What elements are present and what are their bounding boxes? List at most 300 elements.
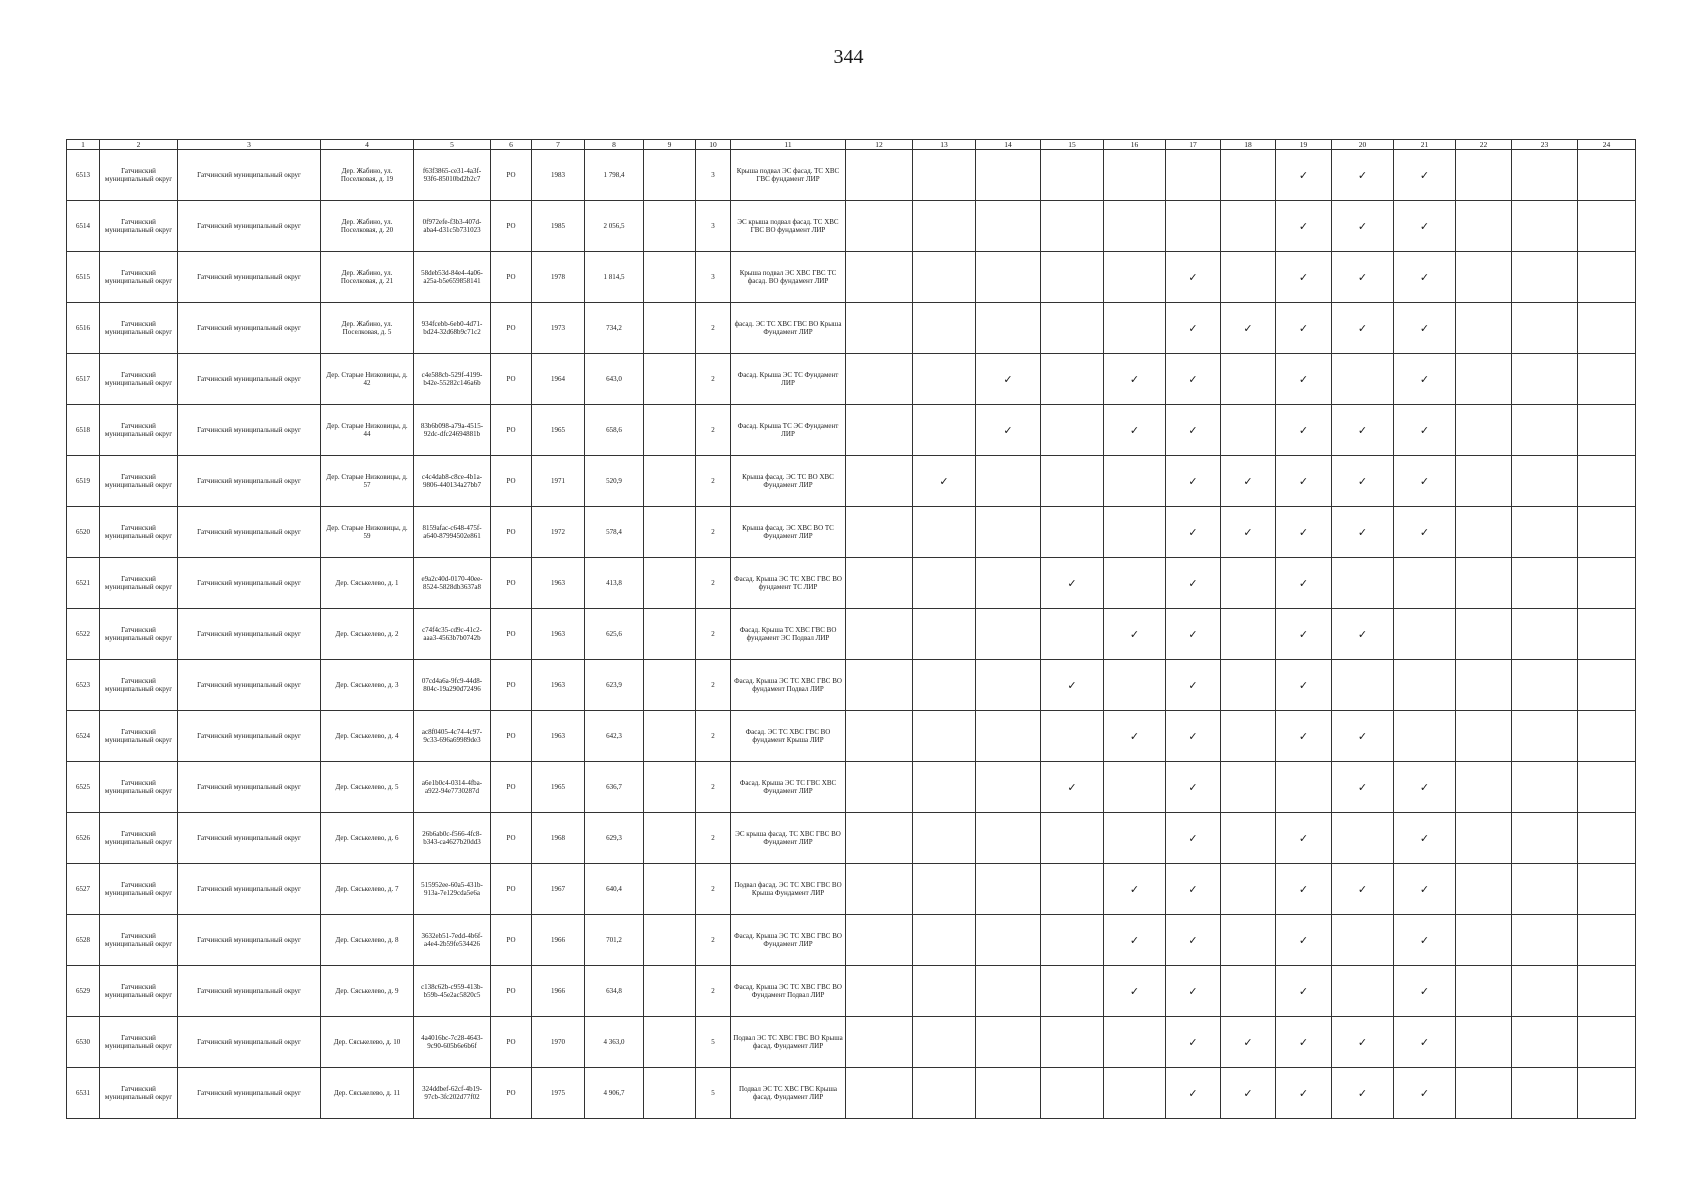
district-cell: Гатчинский муниципальный округ bbox=[100, 966, 178, 1017]
check-mark-icon: ✓ bbox=[1188, 1086, 1198, 1100]
address-cell: Дер. Сяськелево, д. 10 bbox=[321, 1017, 414, 1068]
year-cell: 1978 bbox=[532, 252, 585, 303]
guid-cell: 4a4016bc-7c28-4643-9c90-605b6e6b6f bbox=[414, 1017, 491, 1068]
guid-cell: 324ddbef-62cf-4b19-97cb-3fc202d77f02 bbox=[414, 1068, 491, 1119]
floors-cell: 2 bbox=[696, 813, 731, 864]
column-17-cell bbox=[1166, 915, 1221, 966]
column-9-cell bbox=[644, 660, 696, 711]
check-mark-icon: ✓ bbox=[1357, 423, 1368, 437]
row-number-cell: 6528 bbox=[67, 915, 100, 966]
column-20-cell bbox=[1332, 405, 1394, 456]
column-17-cell bbox=[1166, 252, 1221, 303]
column-20-cell bbox=[1332, 813, 1394, 864]
district-cell: Гатчинский муниципальный округ bbox=[100, 507, 178, 558]
works-cell: фасад. ЭС ТС ХВС ГВС ВО Крыша Фундамент ЛИР bbox=[731, 303, 846, 354]
column-14-cell bbox=[976, 711, 1041, 762]
column-header-1: 1 bbox=[67, 140, 100, 150]
check-mark-icon: ✓ bbox=[1067, 576, 1077, 590]
type-cell: РО bbox=[491, 150, 532, 201]
works-cell: Фасад. ЭС ТС ХВС ГВС ВО фундамент Крыша ЛИР bbox=[731, 711, 846, 762]
column-9-cell bbox=[644, 354, 696, 405]
column-20-cell bbox=[1332, 762, 1394, 813]
column-21-cell bbox=[1394, 303, 1456, 354]
check-mark-icon: ✓ bbox=[1298, 729, 1309, 743]
column-12-cell bbox=[846, 711, 913, 762]
column-22-cell bbox=[1456, 303, 1512, 354]
column-22-cell bbox=[1456, 201, 1512, 252]
column-20-cell bbox=[1332, 660, 1394, 711]
floors-cell: 2 bbox=[696, 762, 731, 813]
column-17-cell bbox=[1166, 762, 1221, 813]
district-cell: Гатчинский муниципальный округ bbox=[100, 660, 178, 711]
column-9-cell bbox=[644, 915, 696, 966]
column-17-cell bbox=[1166, 1068, 1221, 1119]
row-number-cell: 6519 bbox=[67, 456, 100, 507]
column-16-cell bbox=[1104, 558, 1166, 609]
type-cell: РО bbox=[491, 1017, 532, 1068]
check-mark-icon: ✓ bbox=[1419, 525, 1430, 539]
check-mark-icon: ✓ bbox=[1129, 423, 1140, 437]
address-cell: Дер. Жабино, ул. Поселковая, д. 19 bbox=[321, 150, 414, 201]
table-row bbox=[67, 405, 1636, 456]
check-mark-icon: ✓ bbox=[1298, 525, 1309, 539]
check-mark-icon: ✓ bbox=[1188, 729, 1198, 743]
row-number-cell: 6513 bbox=[67, 150, 100, 201]
column-13-cell bbox=[913, 354, 976, 405]
check-mark-icon: ✓ bbox=[939, 474, 949, 488]
check-mark-icon: ✓ bbox=[1357, 1086, 1368, 1100]
works-cell: Крыша фасад. ЭС ТС ВО ХВС Фундамент ЛИР bbox=[731, 456, 846, 507]
check-mark-icon: ✓ bbox=[1298, 474, 1309, 488]
works-cell: Подвал фасад. ЭС ТС ХВС ГВС ВО Крыша Фундамент ЛИР bbox=[731, 864, 846, 915]
address-cell: Дер. Сяськелево, д. 4 bbox=[321, 711, 414, 762]
check-mark-icon: ✓ bbox=[1188, 933, 1198, 947]
district-cell: Гатчинский муниципальный округ bbox=[100, 354, 178, 405]
area-cell: 520,9 bbox=[585, 456, 644, 507]
works-cell: Крыша подвал ЭС фасад. ТС ХВС ГВС фундамент ЛИР bbox=[731, 150, 846, 201]
column-20-cell bbox=[1332, 609, 1394, 660]
column-14-cell bbox=[976, 609, 1041, 660]
column-23-cell bbox=[1512, 252, 1578, 303]
column-9-cell bbox=[644, 762, 696, 813]
column-17-cell bbox=[1166, 558, 1221, 609]
check-mark-icon: ✓ bbox=[1243, 525, 1253, 539]
floors-cell: 2 bbox=[696, 609, 731, 660]
floors-cell: 3 bbox=[696, 252, 731, 303]
floors-cell: 2 bbox=[696, 354, 731, 405]
column-header-10: 10 bbox=[696, 140, 731, 150]
column-18-cell bbox=[1221, 762, 1276, 813]
column-14-cell bbox=[976, 762, 1041, 813]
year-cell: 1963 bbox=[532, 609, 585, 660]
column-19-cell bbox=[1276, 609, 1332, 660]
check-mark-icon: ✓ bbox=[1357, 219, 1368, 233]
check-mark-icon: ✓ bbox=[1298, 372, 1309, 386]
check-mark-icon: ✓ bbox=[1129, 933, 1140, 947]
column-9-cell bbox=[644, 252, 696, 303]
check-mark-icon: ✓ bbox=[1419, 1086, 1430, 1100]
column-16-cell bbox=[1104, 711, 1166, 762]
column-13-cell bbox=[913, 660, 976, 711]
column-17-cell bbox=[1166, 609, 1221, 660]
column-17-cell bbox=[1166, 354, 1221, 405]
check-mark-icon: ✓ bbox=[1188, 270, 1198, 284]
municipality-cell: Гатчинский муниципальный округ bbox=[178, 201, 321, 252]
area-cell: 636,7 bbox=[585, 762, 644, 813]
works-cell: Фасад. Крыша ЭС ТС ХВС ГВС ВО фундамент Подвал ЛИР bbox=[731, 660, 846, 711]
year-cell: 1965 bbox=[532, 762, 585, 813]
guid-cell: e9a2c40d-0170-40ee-8524-5828db3637a8 bbox=[414, 558, 491, 609]
column-24-cell bbox=[1578, 966, 1636, 1017]
check-mark-icon: ✓ bbox=[1419, 882, 1430, 896]
column-12-cell bbox=[846, 354, 913, 405]
floors-cell: 2 bbox=[696, 711, 731, 762]
column-15-cell bbox=[1041, 609, 1104, 660]
guid-cell: 934fcebb-6eb0-4d71-bd24-32d68b9c71c2 bbox=[414, 303, 491, 354]
column-20-cell bbox=[1332, 456, 1394, 507]
column-23-cell bbox=[1512, 762, 1578, 813]
column-23-cell bbox=[1512, 507, 1578, 558]
column-14-cell bbox=[976, 813, 1041, 864]
column-15-cell bbox=[1041, 558, 1104, 609]
address-cell: Дер. Сяськелево, д. 9 bbox=[321, 966, 414, 1017]
column-19-cell bbox=[1276, 354, 1332, 405]
column-19-cell bbox=[1276, 762, 1332, 813]
table-row bbox=[67, 609, 1636, 660]
check-mark-icon: ✓ bbox=[1243, 1086, 1253, 1100]
check-mark-icon: ✓ bbox=[1357, 525, 1368, 539]
column-19-cell bbox=[1276, 1068, 1332, 1119]
column-header-2: 2 bbox=[100, 140, 178, 150]
area-cell: 413,8 bbox=[585, 558, 644, 609]
district-cell: Гатчинский муниципальный округ bbox=[100, 609, 178, 660]
column-header-14: 14 bbox=[976, 140, 1041, 150]
column-18-cell bbox=[1221, 456, 1276, 507]
column-13-cell bbox=[913, 864, 976, 915]
table-row bbox=[67, 711, 1636, 762]
table-body bbox=[67, 150, 1636, 1119]
column-13-cell bbox=[913, 1068, 976, 1119]
column-24-cell bbox=[1578, 201, 1636, 252]
column-17-cell bbox=[1166, 813, 1221, 864]
column-15-cell bbox=[1041, 252, 1104, 303]
check-mark-icon: ✓ bbox=[1419, 168, 1430, 182]
column-19-cell bbox=[1276, 1017, 1332, 1068]
works-cell: Подвал ЭС ТС ХВС ГВС ВО Крыша фасад. Фундамент ЛИР bbox=[731, 1017, 846, 1068]
check-mark-icon: ✓ bbox=[1298, 831, 1309, 845]
column-23-cell bbox=[1512, 660, 1578, 711]
year-cell: 1965 bbox=[532, 405, 585, 456]
type-cell: РО bbox=[491, 201, 532, 252]
address-cell: Дер. Старые Низковицы, д. 59 bbox=[321, 507, 414, 558]
type-cell: РО bbox=[491, 1068, 532, 1119]
area-cell: 658,6 bbox=[585, 405, 644, 456]
column-19-cell bbox=[1276, 201, 1332, 252]
column-18-cell bbox=[1221, 558, 1276, 609]
year-cell: 1966 bbox=[532, 915, 585, 966]
column-13-cell bbox=[913, 201, 976, 252]
column-22-cell bbox=[1456, 711, 1512, 762]
column-15-cell bbox=[1041, 915, 1104, 966]
row-number-cell: 6529 bbox=[67, 966, 100, 1017]
column-header-3: 3 bbox=[178, 140, 321, 150]
column-18-cell bbox=[1221, 354, 1276, 405]
column-24-cell bbox=[1578, 150, 1636, 201]
address-cell: Дер. Сяськелево, д. 8 bbox=[321, 915, 414, 966]
column-12-cell bbox=[846, 507, 913, 558]
column-24-cell bbox=[1578, 507, 1636, 558]
address-cell: Дер. Старые Низковицы, д. 44 bbox=[321, 405, 414, 456]
column-header-12: 12 bbox=[846, 140, 913, 150]
column-20-cell bbox=[1332, 354, 1394, 405]
area-cell: 643,0 bbox=[585, 354, 644, 405]
column-22-cell bbox=[1456, 864, 1512, 915]
column-22-cell bbox=[1456, 762, 1512, 813]
guid-cell: a6e1b0c4-0314-4fba-a922-94e7730287d bbox=[414, 762, 491, 813]
district-cell: Гатчинский муниципальный округ bbox=[100, 558, 178, 609]
column-15-cell bbox=[1041, 813, 1104, 864]
column-13-cell bbox=[913, 762, 976, 813]
column-9-cell bbox=[644, 507, 696, 558]
guid-cell: 83b6b098-a79a-4515-92dc-dfc24694881b bbox=[414, 405, 491, 456]
area-cell: 634,8 bbox=[585, 966, 644, 1017]
check-mark-icon: ✓ bbox=[1419, 474, 1430, 488]
area-cell: 623,9 bbox=[585, 660, 644, 711]
column-17-cell bbox=[1166, 201, 1221, 252]
column-21-cell bbox=[1394, 456, 1456, 507]
check-mark-icon: ✓ bbox=[1419, 270, 1430, 284]
table-row bbox=[67, 252, 1636, 303]
column-16-cell bbox=[1104, 354, 1166, 405]
column-17-cell bbox=[1166, 711, 1221, 762]
row-number-cell: 6522 bbox=[67, 609, 100, 660]
works-cell: Фасад. Крыша ТС ЭС Фундамент ЛИР bbox=[731, 405, 846, 456]
column-21-cell bbox=[1394, 405, 1456, 456]
column-20-cell bbox=[1332, 711, 1394, 762]
check-mark-icon: ✓ bbox=[1243, 474, 1253, 488]
column-22-cell bbox=[1456, 252, 1512, 303]
column-24-cell bbox=[1578, 252, 1636, 303]
row-number-cell: 6518 bbox=[67, 405, 100, 456]
column-15-cell bbox=[1041, 150, 1104, 201]
row-number-cell: 6531 bbox=[67, 1068, 100, 1119]
column-21-cell bbox=[1394, 966, 1456, 1017]
column-header-5: 5 bbox=[414, 140, 491, 150]
area-cell: 640,4 bbox=[585, 864, 644, 915]
municipality-cell: Гатчинский муниципальный округ bbox=[178, 609, 321, 660]
column-18-cell bbox=[1221, 711, 1276, 762]
works-cell: Фасад. Крыша ЭС ТС ХВС ГВС ВО Фундамент Подвал ЛИР bbox=[731, 966, 846, 1017]
column-16-cell bbox=[1104, 915, 1166, 966]
column-24-cell bbox=[1578, 405, 1636, 456]
check-mark-icon: ✓ bbox=[1188, 984, 1198, 998]
column-14-cell bbox=[976, 354, 1041, 405]
municipality-cell: Гатчинский муниципальный округ bbox=[178, 1017, 321, 1068]
column-13-cell bbox=[913, 252, 976, 303]
check-mark-icon: ✓ bbox=[1298, 321, 1309, 335]
works-cell: Фасад. Крыша ЭС ТС Фундамент ЛИР bbox=[731, 354, 846, 405]
address-cell: Дер. Сяськелево, д. 1 bbox=[321, 558, 414, 609]
column-14-cell bbox=[976, 1068, 1041, 1119]
type-cell: РО bbox=[491, 252, 532, 303]
table-row bbox=[67, 762, 1636, 813]
column-14-cell bbox=[976, 150, 1041, 201]
check-mark-icon: ✓ bbox=[1188, 525, 1198, 539]
row-number-cell: 6514 bbox=[67, 201, 100, 252]
table-row bbox=[67, 507, 1636, 558]
table-row bbox=[67, 456, 1636, 507]
column-23-cell bbox=[1512, 201, 1578, 252]
row-number-cell: 6516 bbox=[67, 303, 100, 354]
works-cell: Фасад. Крыша ЭС ТС ХВС ГВС ВО фундамент ТС ЛИР bbox=[731, 558, 846, 609]
type-cell: РО bbox=[491, 762, 532, 813]
table-row bbox=[67, 1017, 1636, 1068]
column-23-cell bbox=[1512, 354, 1578, 405]
check-mark-icon: ✓ bbox=[1003, 423, 1013, 437]
municipality-cell: Гатчинский муниципальный округ bbox=[178, 252, 321, 303]
column-23-cell bbox=[1512, 813, 1578, 864]
column-14-cell bbox=[976, 456, 1041, 507]
area-cell: 1 798,4 bbox=[585, 150, 644, 201]
column-21-cell bbox=[1394, 507, 1456, 558]
check-mark-icon: ✓ bbox=[1188, 627, 1198, 641]
column-15-cell bbox=[1041, 456, 1104, 507]
column-19-cell bbox=[1276, 660, 1332, 711]
column-14-cell bbox=[976, 660, 1041, 711]
year-cell: 1963 bbox=[532, 660, 585, 711]
row-number-cell: 6525 bbox=[67, 762, 100, 813]
column-24-cell bbox=[1578, 864, 1636, 915]
area-cell: 701,2 bbox=[585, 915, 644, 966]
check-mark-icon: ✓ bbox=[1298, 933, 1309, 947]
check-mark-icon: ✓ bbox=[1357, 321, 1368, 335]
column-9-cell bbox=[644, 303, 696, 354]
column-number-header bbox=[67, 140, 1636, 150]
column-17-cell bbox=[1166, 966, 1221, 1017]
column-17-cell bbox=[1166, 864, 1221, 915]
year-cell: 1971 bbox=[532, 456, 585, 507]
address-cell: Дер. Сяськелево, д. 11 bbox=[321, 1068, 414, 1119]
column-22-cell bbox=[1456, 915, 1512, 966]
floors-cell: 2 bbox=[696, 405, 731, 456]
check-mark-icon: ✓ bbox=[1129, 882, 1140, 896]
type-cell: РО bbox=[491, 303, 532, 354]
table-row bbox=[67, 150, 1636, 201]
column-18-cell bbox=[1221, 966, 1276, 1017]
column-16-cell bbox=[1104, 456, 1166, 507]
type-cell: РО bbox=[491, 813, 532, 864]
works-cell: Фасад. Крыша ЭС ТС ГВС ХВС Фундамент ЛИР bbox=[731, 762, 846, 813]
column-17-cell bbox=[1166, 660, 1221, 711]
column-18-cell bbox=[1221, 864, 1276, 915]
year-cell: 1970 bbox=[532, 1017, 585, 1068]
column-19-cell bbox=[1276, 813, 1332, 864]
area-cell: 2 056,5 bbox=[585, 201, 644, 252]
column-16-cell bbox=[1104, 966, 1166, 1017]
column-21-cell bbox=[1394, 354, 1456, 405]
column-21-cell bbox=[1394, 609, 1456, 660]
column-24-cell bbox=[1578, 762, 1636, 813]
column-13-cell bbox=[913, 711, 976, 762]
guid-cell: 26b6ab0c-f566-4fc8-b343-ca4627b20dd3 bbox=[414, 813, 491, 864]
column-19-cell bbox=[1276, 456, 1332, 507]
column-20-cell bbox=[1332, 150, 1394, 201]
check-mark-icon: ✓ bbox=[1357, 270, 1368, 284]
column-24-cell bbox=[1578, 1017, 1636, 1068]
check-mark-icon: ✓ bbox=[1357, 168, 1368, 182]
column-24-cell bbox=[1578, 1068, 1636, 1119]
column-21-cell bbox=[1394, 915, 1456, 966]
address-cell: Дер. Сяськелево, д. 3 bbox=[321, 660, 414, 711]
column-header-7: 7 bbox=[532, 140, 585, 150]
year-cell: 1964 bbox=[532, 354, 585, 405]
check-mark-icon: ✓ bbox=[1129, 627, 1140, 641]
area-cell: 4 363,0 bbox=[585, 1017, 644, 1068]
column-16-cell bbox=[1104, 609, 1166, 660]
column-header-8: 8 bbox=[585, 140, 644, 150]
column-20-cell bbox=[1332, 201, 1394, 252]
check-mark-icon: ✓ bbox=[1419, 831, 1430, 845]
type-cell: РО bbox=[491, 609, 532, 660]
floors-cell: 2 bbox=[696, 864, 731, 915]
column-21-cell bbox=[1394, 813, 1456, 864]
municipality-cell: Гатчинский муниципальный округ bbox=[178, 711, 321, 762]
column-23-cell bbox=[1512, 1068, 1578, 1119]
column-19-cell bbox=[1276, 405, 1332, 456]
column-9-cell bbox=[644, 1017, 696, 1068]
column-23-cell bbox=[1512, 609, 1578, 660]
row-number-cell: 6521 bbox=[67, 558, 100, 609]
check-mark-icon: ✓ bbox=[1419, 372, 1430, 386]
column-14-cell bbox=[976, 1017, 1041, 1068]
column-9-cell bbox=[644, 966, 696, 1017]
check-mark-icon: ✓ bbox=[1188, 372, 1198, 386]
district-cell: Гатчинский муниципальный округ bbox=[100, 405, 178, 456]
check-mark-icon: ✓ bbox=[1357, 729, 1368, 743]
municipality-cell: Гатчинский муниципальный округ bbox=[178, 813, 321, 864]
check-mark-icon: ✓ bbox=[1357, 882, 1368, 896]
column-18-cell bbox=[1221, 660, 1276, 711]
column-22-cell bbox=[1456, 1017, 1512, 1068]
column-13-cell bbox=[913, 558, 976, 609]
column-header-17: 17 bbox=[1166, 140, 1221, 150]
row-number-cell: 6517 bbox=[67, 354, 100, 405]
check-mark-icon: ✓ bbox=[1129, 984, 1140, 998]
column-17-cell bbox=[1166, 1017, 1221, 1068]
row-number-cell: 6526 bbox=[67, 813, 100, 864]
column-12-cell bbox=[846, 660, 913, 711]
page-number: 344 bbox=[833, 46, 864, 68]
type-cell: РО bbox=[491, 915, 532, 966]
floors-cell: 2 bbox=[696, 507, 731, 558]
column-24-cell bbox=[1578, 609, 1636, 660]
column-16-cell bbox=[1104, 150, 1166, 201]
column-24-cell bbox=[1578, 813, 1636, 864]
floors-cell: 5 bbox=[696, 1017, 731, 1068]
check-mark-icon: ✓ bbox=[1188, 780, 1198, 794]
column-21-cell bbox=[1394, 864, 1456, 915]
column-13-cell bbox=[913, 1017, 976, 1068]
column-9-cell bbox=[644, 864, 696, 915]
column-18-cell bbox=[1221, 507, 1276, 558]
column-22-cell bbox=[1456, 813, 1512, 864]
column-15-cell bbox=[1041, 303, 1104, 354]
check-mark-icon: ✓ bbox=[1357, 474, 1368, 488]
table-row bbox=[67, 660, 1636, 711]
column-22-cell bbox=[1456, 150, 1512, 201]
address-cell: Дер. Жабино, ул. Поселковая, д. 21 bbox=[321, 252, 414, 303]
check-mark-icon: ✓ bbox=[1188, 474, 1198, 488]
